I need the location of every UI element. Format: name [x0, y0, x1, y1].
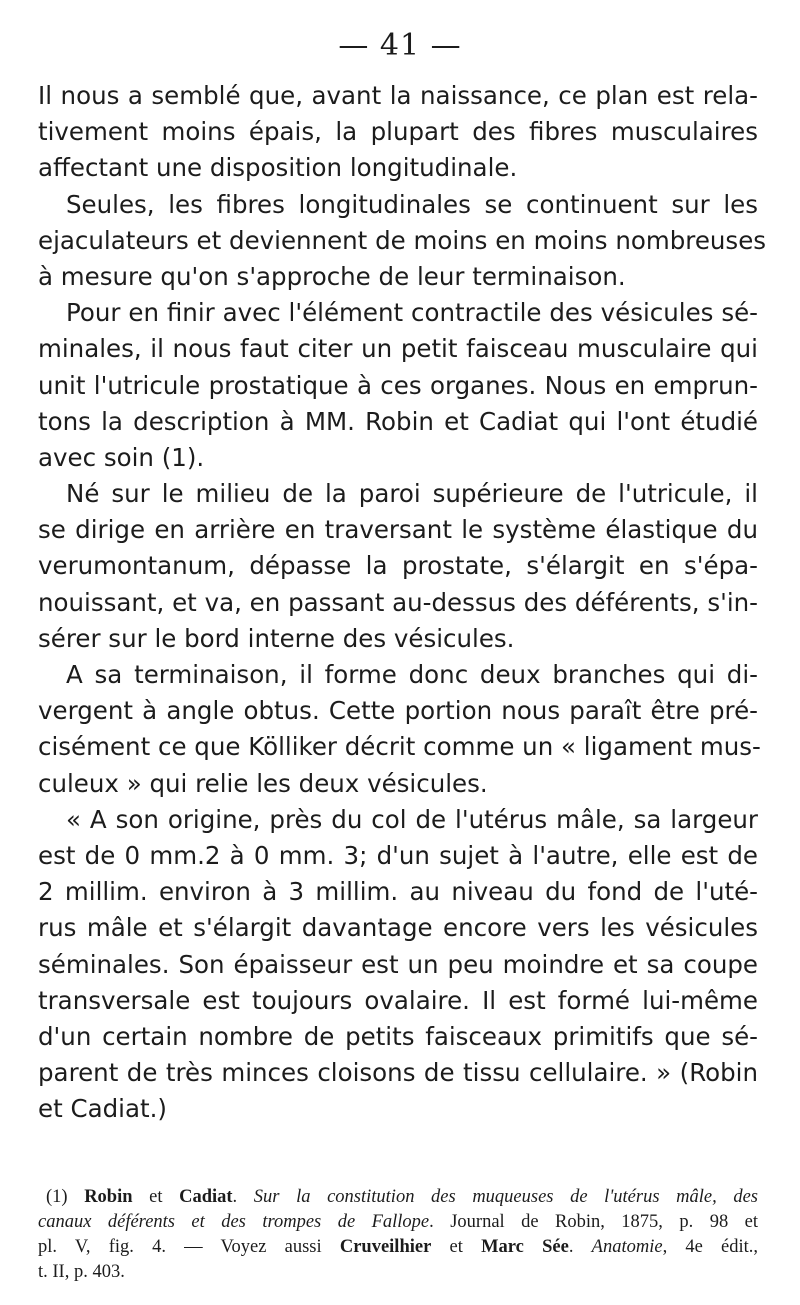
- text-line: d'un certain nombre de petits faisceaux primitifs que sé-: [38, 1021, 758, 1051]
- text-line: est de 0 mm.2 à 0 mm. 3; d'un sujet à l'autre, elle est de: [38, 840, 758, 870]
- footnote-line: [38, 1210, 758, 1235]
- footnote-author: Cadiat: [179, 1187, 233, 1207]
- text-line: Il nous a semblé que, avant la naissance, ce plan est rela-: [38, 81, 758, 110]
- text-line: affectant une disposition longitudinale.: [38, 153, 518, 183]
- text-line: ejaculateurs et deviennent de moins en moins nombreuses: [38, 225, 767, 255]
- text-line: et Cadiat.): [38, 1094, 167, 1124]
- footnote-line: pl. V, fig. 4. — Voyez aussi Cruveilhier et Marc Sée. Anatomie, 4e édit.,: [38, 1237, 759, 1257]
- page-number: — 41 —: [338, 28, 462, 63]
- text-line: transversale est toujours ovalaire. Il est formé lui-même: [38, 985, 758, 1015]
- text-line: nouissant, et va, en passant au-dessus des déférents, s'in-: [38, 587, 758, 617]
- text-line: sérer sur le bord interne des vésicules.: [38, 623, 515, 653]
- footnote-author: Cruveilhier: [339, 1237, 432, 1257]
- footnote-conjunction: et: [149, 1187, 163, 1207]
- body-text: [38, 78, 767, 1127]
- text-line: Né sur le milieu de la paroi supérieure de l'utricule, il: [66, 479, 758, 509]
- text-line: culeux » qui relie les deux vésicules.: [38, 768, 488, 798]
- footnote-marker: (1): [46, 1187, 68, 1207]
- text-line: cisément ce que Kölliker décrit comme un « ligament mus-: [38, 732, 761, 762]
- text-line: tons la description à MM. Robin et Cadiat qui l'ont étudié: [38, 406, 758, 436]
- text-line: A sa terminaison, il forme donc deux branches qui di-: [66, 660, 758, 689]
- footnote-author: Robin: [84, 1187, 133, 1207]
- text-line: tivement moins épais, la plupart des fibres musculaires: [38, 117, 758, 147]
- text-line: « A son origine, près du col de l'utérus mâle, sa largeur: [66, 804, 758, 834]
- text-line: à mesure qu'on s'approche de leur terminaison.: [38, 261, 626, 291]
- text-line: avec soin (1).: [38, 442, 205, 472]
- text-line: unit l'utricule prostatique à ces organes. Nous en emprun-: [38, 370, 758, 400]
- text-line: parent de très minces cloisons de tissu cellulaire. » (Robin: [38, 1058, 758, 1088]
- text-line: rus mâle et s'élargit davantage encore vers les vésicules: [38, 913, 758, 943]
- footnote-edition: , 4e édit.,: [662, 1237, 759, 1257]
- text-line: vergent à angle obtus. Cette portion nous paraît être pré-: [38, 696, 758, 726]
- footnote-reference: pl. V, fig. 4. — Voyez aussi: [38, 1237, 322, 1257]
- text-line: minales, il nous faut citer un petit faisceau musculaire qui: [38, 334, 758, 364]
- text-line: Pour en finir avec l'élément contractile des vésicules sé-: [66, 298, 758, 328]
- footnote-line: (1) Robin et Cadiat. Sur la constitution des muqueuses de l'utérus mâle, des: [46, 1187, 758, 1207]
- footnote-title: Sur la constitution des muqueuses de l'utérus mâle, des: [253, 1187, 758, 1207]
- text-line: séminales. Son épaisseur est un peu moindre et sa coupe: [38, 949, 758, 979]
- footnote-title: canaux déférents et des trompes de Fallope: [38, 1212, 430, 1232]
- text-line: verumontanum, dépasse la prostate, s'élargit en s'épa-: [38, 551, 758, 581]
- footnote-author: Marc Sée: [481, 1237, 569, 1257]
- footnote-conjunction: et: [449, 1237, 463, 1257]
- text-line: se dirige en arrière en traversant le système élastique du: [38, 515, 758, 545]
- footnote-line: t. II, p. 403.: [38, 1262, 125, 1282]
- text-line: 2 millim. environ à 3 millim. au niveau du fond de l'uté-: [38, 877, 758, 907]
- footnote: [38, 1185, 758, 1285]
- text-line: Seules, les fibres longitudinales se continuent sur les: [66, 189, 758, 219]
- footnote-title: Anatomie: [591, 1237, 663, 1257]
- footnote-journal: . Journal de Robin, 1875, p. 98 et: [429, 1212, 758, 1232]
